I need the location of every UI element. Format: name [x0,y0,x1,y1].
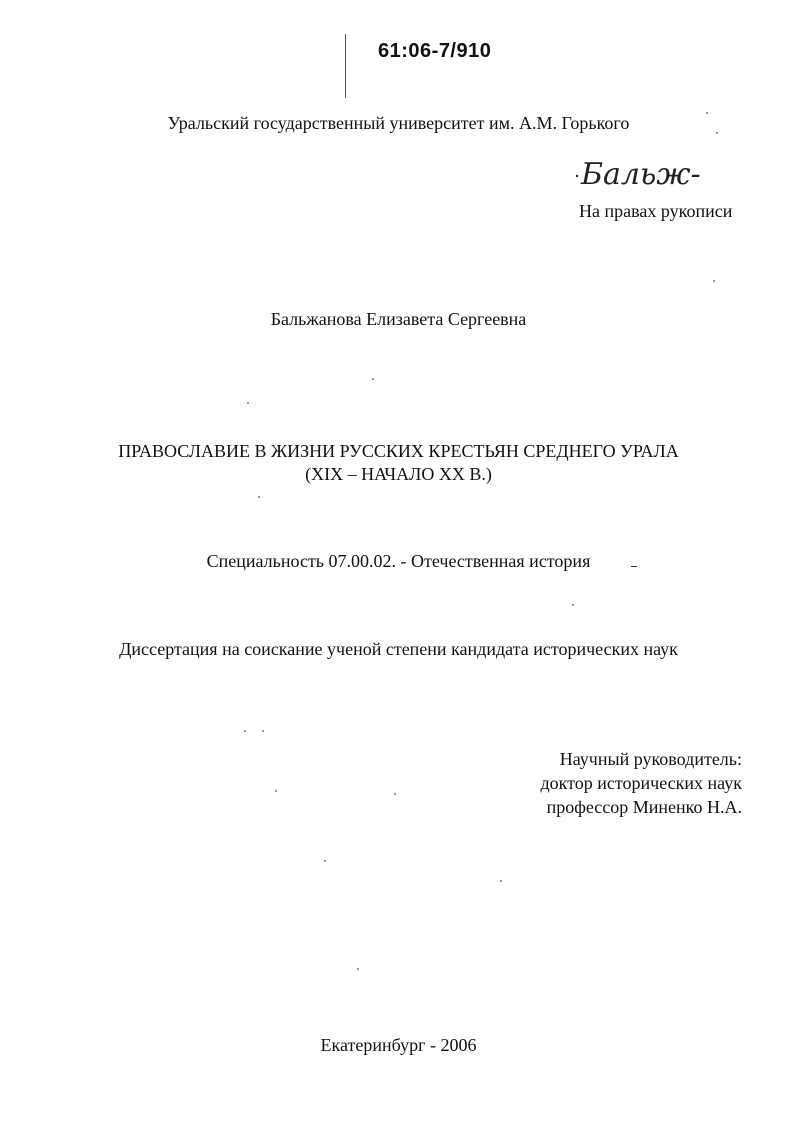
stray-mark [631,566,637,567]
author-name: Бальжанова Елизавета Сергеевна [270,309,527,329]
library-stamp-code: 61:06-7/910 [378,40,492,62]
dissertation-title-line-2: (XIX – НАЧАЛО XX В.) [305,464,492,484]
manuscript-rights-note: На правах рукописи [579,201,733,221]
dissertation-title-line-1: ПРАВОСЛАВИЕ В ЖИЗНИ РУССКИХ КРЕСТЬЯН СРЕДНЕГО УРАЛА [118,441,679,461]
margin-rule [345,34,346,98]
scan-speck [244,730,246,732]
university-name: Уральский государственный университет им. А.М. Горького [167,113,630,133]
scan-speck [716,132,718,134]
supervisor-label: Научный руководитель: [559,749,742,769]
scan-speck [500,880,502,882]
dissertation-degree-line: Диссертация на соискание ученой степени кандидата исторических наук [119,639,678,659]
specialty-line: Специальность 07.00.02. - Отечественная история [206,551,591,571]
scan-speck [713,280,715,282]
scan-speck [706,112,708,114]
scan-speck [275,790,277,792]
scan-speck [324,860,326,862]
city-and-year: Екатеринбург - 2006 [320,1035,477,1055]
signature-text: Бальж- [581,157,701,192]
supervisor-degree: доктор исторических наук [540,773,742,793]
scan-speck [258,496,260,498]
handwritten-signature [565,150,715,198]
scan-speck [394,793,396,795]
scan-speck [372,378,374,380]
supervisor-name: профессор Миненко Н.А. [546,797,742,817]
scan-speck [262,730,264,732]
scan-speck [247,402,249,404]
scan-speck [572,604,574,606]
scan-speck [357,968,359,970]
